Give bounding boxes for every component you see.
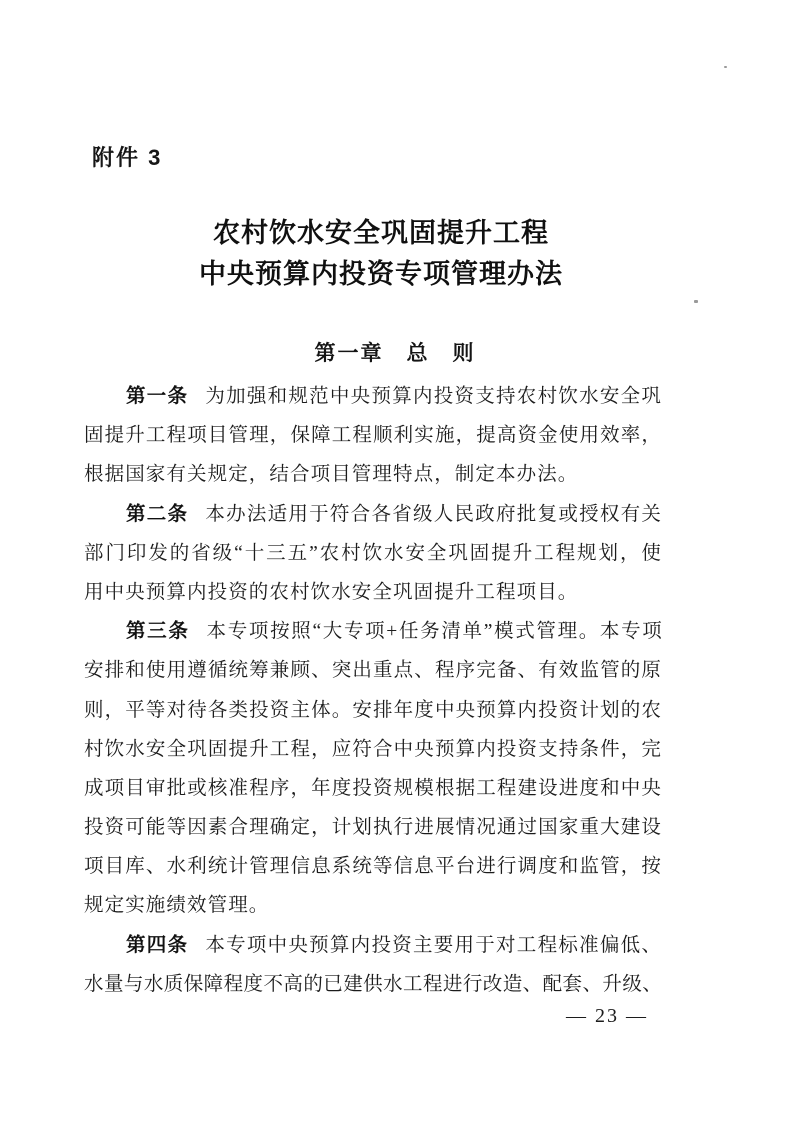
paragraph-2 xyxy=(84,495,662,613)
chapter-heading: 第一章 总 则 xyxy=(314,342,476,365)
body-line: 则，平等对待各类投资主体。安排年度中央预算内投资计划的农 xyxy=(84,699,662,721)
article-label: 第一条 xyxy=(126,385,189,407)
body-line: 根据国家有关规定，结合项目管理特点，制定本办法。 xyxy=(84,464,579,486)
scan-speck xyxy=(724,66,727,68)
body-line: 部门印发的省级“十三五”农村饮水安全巩固提升工程规划，使 xyxy=(84,542,662,564)
body-line: 用中央预算内投资的农村饮水安全巩固提升工程项目。 xyxy=(84,581,579,603)
body-line: 第三条 本专项按照“大专项+任务清单”模式管理。本专项 xyxy=(126,620,662,643)
body-paragraphs xyxy=(84,377,662,1004)
paragraph-3 xyxy=(84,612,662,926)
body-line: 固提升工程项目管理，保障工程顺利实施，提高资金使用效率， xyxy=(84,425,662,447)
document-title-line-2: 中央预算内投资专项管理办法 xyxy=(199,259,563,289)
article-label: 第四条 xyxy=(126,933,189,956)
document-title-line-1: 农村饮水安全巩固提升工程 xyxy=(213,218,549,248)
body-line: 安排和使用遵循统筹兼顾、突出重点、程序完备、有效监管的原 xyxy=(84,660,662,682)
body-line: 第一条 为加强和规范中央预算内投资支持农村饮水安全巩 xyxy=(126,385,662,407)
attachment-label: 附件 3 xyxy=(92,145,163,170)
paragraph-1 xyxy=(84,377,662,495)
body-line: 规定实施绩效管理。 xyxy=(84,895,270,917)
body-line: 村饮水安全巩固提升工程，应符合中央预算内投资支持条件，完 xyxy=(84,738,662,760)
scan-speck xyxy=(694,300,698,303)
body-line: 水量与水质保障程度不高的已建供水工程进行改造、配套、升级、 xyxy=(84,973,662,995)
document-title xyxy=(92,213,670,295)
body-line: 成项目审批或核准程序，年度投资规模根据工程建设进度和中央 xyxy=(84,777,662,799)
body-line: 投资可能等因素合理确定，计划执行进展情况通过国家重大建设 xyxy=(84,817,662,839)
body-line: 第二条 本办法适用于符合各省级人民政府批复或授权有关 xyxy=(126,502,662,525)
article-label: 第二条 xyxy=(126,502,189,525)
page-number: — 23 — xyxy=(566,1005,648,1027)
body-line: 第四条 本专项中央预算内投资主要用于对工程标准偏低、 xyxy=(126,933,662,956)
article-label: 第三条 xyxy=(126,620,190,643)
paragraph-4 xyxy=(84,926,662,1004)
body-line: 项目库、水利统计管理信息系统等信息平台进行调度和监管，按 xyxy=(84,856,662,878)
